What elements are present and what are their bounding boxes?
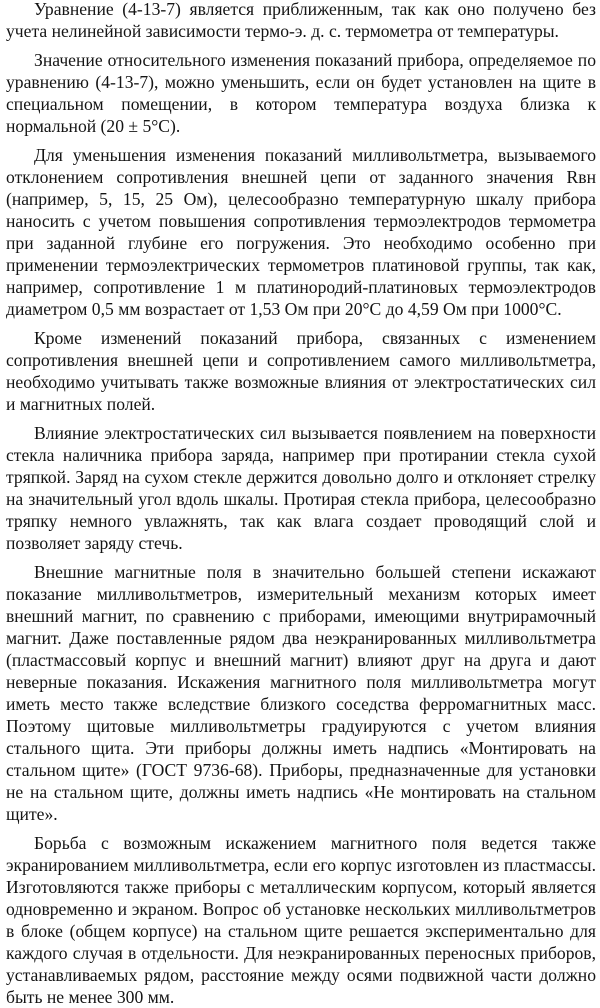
paragraph: Значение относительного изменения показаний прибора, определяемое по уравнению (4-13-7), можно уменьшить, если он будет установлен на щите в специальном помещении, в котором температура воздуха близка к нормальной (20 ± 5°С). <box>6 49 596 136</box>
paragraph: Кроме изменений показаний прибора, связанных с изменением сопротивления внешней цепи и сопротивлением самого милливольтметра, необходимо учитывать также возможные влияния от электростатических сил и магнитных полей. <box>6 327 596 414</box>
paragraph: Внешние магнитные поля в значительно большей степени искажают показание милливольтметров, измерительный механизм которых имеет внешний магнит, по сравнению с приборами, имеющими внутрирамочный магнит. Даже поставленные рядом два неэкранированных милливольтметра (пластмассовый корпус и внешний магнит) влияют друг на друга и дают неверные показания. Искажения магнитного поля милливольтметра могут иметь место также вследствие близкого соседства ферромагнитных масс. Поэтому щитовые милливольтметры градуируются с учетом влияния стального щита. Эти приборы должны иметь надпись «Монтировать на стальном щите» (ГОСТ 9736-68). Приборы, предназначенные для установки не на стальном щите, должны иметь надпись «Не монтировать на стальном щите». <box>6 561 596 825</box>
paragraph: Уравнение (4-13-7) является приближенным, так как оно получено без учета нелинейной зависимости термо-э. д. с. термометра от температуры. <box>6 0 596 42</box>
paragraph: Влияние электростатических сил вызывается появлением на поверхности стекла наличника прибора заряда, например при протирании стекла сухой тряпкой. Заряд на сухом стекле держится довольно долго и отклоняет стрелку на значительный угол вдоль шкалы. Протирая стекла прибора, целесообразно тряпку немного увлажнять, так как влага создает проводящий слой и позволяет заряду стечь. <box>6 422 596 553</box>
paragraph: Борьба с возможным искажением магнитного поля ведется также экранированием милливольтметра, если его корпус изготовлен из пластмассы. Изготовляются также приборы с металлическим корпусом, который является одновременно и экраном. Вопрос об установке нескольких милливольтметров в блоке (общем корпусе) на стальном щите решается экспериментально для каждого случая в отдельности. Для неэкранированных переносных приборов, устанавливаемых рядом, расстояние между осями подвижной части должно быть не менее 300 мм. <box>6 832 596 1008</box>
paragraph: Для уменьшения изменения показаний милливольтметра, вызываемого отклонением сопротивления внешней цепи от заданного значения Rвн (например, 5, 15, 25 Ом), целесообразно температурную шкалу прибора наносить с учетом повышения сопротивления термоэлектродов термометра при заданной глубине его погружения. Это необходимо особенно при применении термоэлектрических термометров платиновой группы, так как, например, сопротивление 1 м платинородий-платиновых термоэлектродов диаметром 0,5 мм возрастает от 1,53 Ом при 20°С до 4,59 Ом при 1000°С. <box>6 144 596 319</box>
